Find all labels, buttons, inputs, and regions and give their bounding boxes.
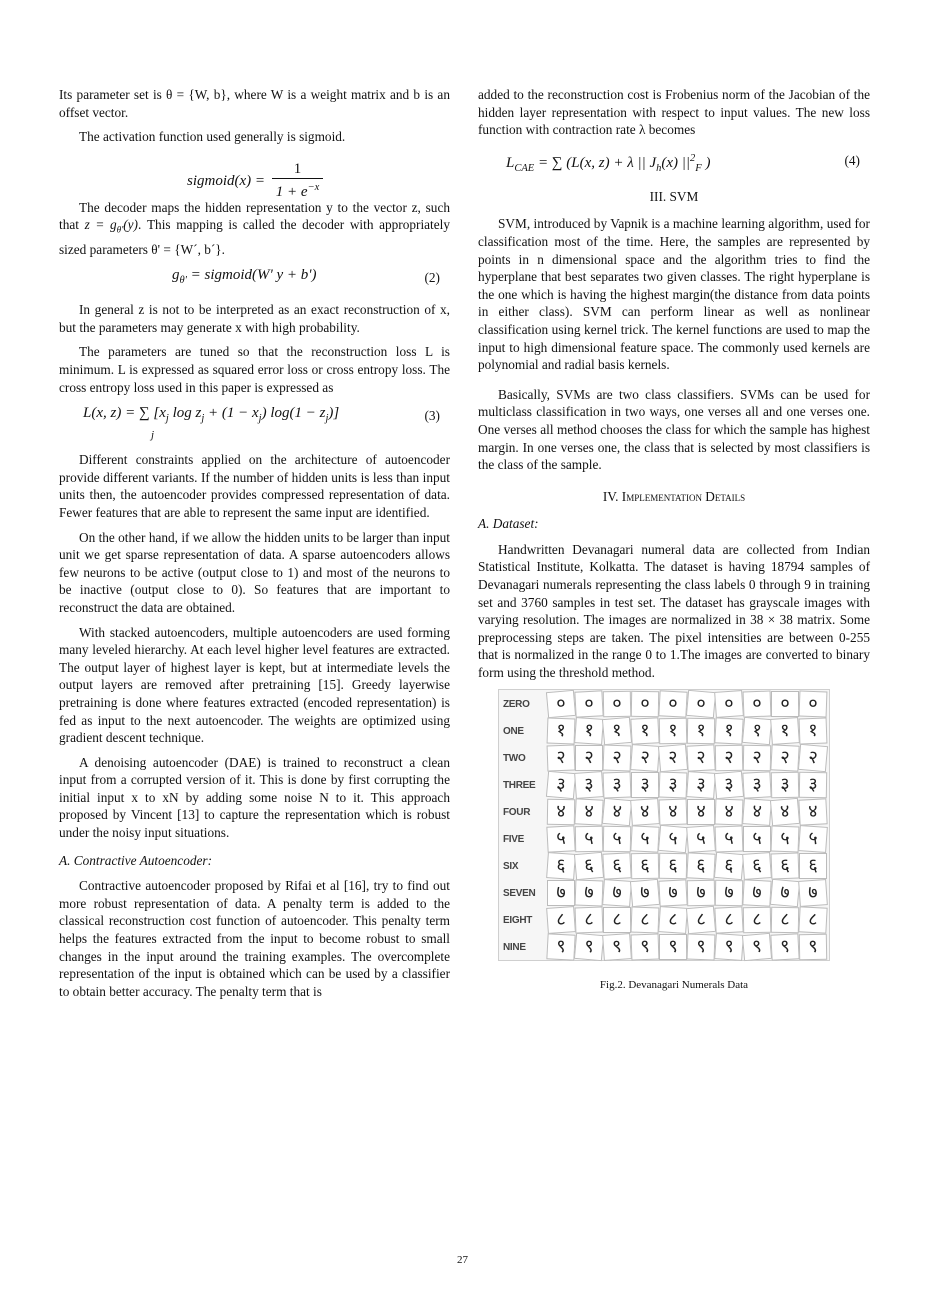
numeral-sample: २ — [630, 744, 660, 772]
figure-row — [499, 798, 829, 825]
numeral-sample: ८ — [658, 906, 688, 934]
numeral-sample: १ — [630, 717, 659, 744]
numeral-sample: ० — [771, 691, 799, 717]
numeral-sample: ६ — [574, 851, 604, 879]
numeral-sample: १ — [659, 717, 687, 743]
numeral-sample: २ — [575, 745, 603, 771]
numeral-sample: ७ — [547, 880, 575, 906]
numeral-sample: ५ — [743, 826, 771, 852]
numeral-sample: १ — [742, 716, 772, 744]
numeral-sample: ९ — [687, 933, 716, 960]
numeral-sample: ५ — [771, 825, 800, 852]
numeral-sample: ३ — [799, 771, 827, 797]
figure-row-label: ZERO — [503, 698, 530, 710]
numeral-sample: ६ — [742, 852, 772, 880]
numeral-sample: ६ — [659, 852, 687, 878]
figure-row — [499, 690, 829, 717]
numeral-sample: ५ — [715, 825, 744, 852]
numeral-sample: ८ — [686, 905, 716, 933]
numeral-sample: २ — [658, 743, 688, 771]
numeral-sample: ९ — [770, 933, 799, 960]
paragraph: On the other hand, if we allow the hidden units to be larger than input unit we get sparse representation of data. A sparse autoencoders allows few neurons to be active (output close to 1) and most of the neurons to be inactive (output close to 0). So features that are important to reconstruct the data are obtained. — [59, 529, 450, 615]
numeral-sample: ७ — [658, 879, 687, 906]
numeral-sample: ४ — [630, 798, 660, 826]
numeral-sample: ४ — [715, 798, 744, 825]
numeral-sample: ८ — [603, 907, 631, 933]
numeral-sample: ४ — [547, 798, 575, 824]
numeral-sample: ६ — [631, 852, 659, 878]
numeral-sample: ७ — [742, 879, 771, 906]
numeral-sample: ३ — [742, 771, 771, 798]
numeral-sample: ४ — [770, 797, 800, 825]
section-heading-implementation: IV. Implementation Details — [602, 488, 746, 504]
numeral-sample: ५ — [686, 825, 716, 853]
numeral-sample: १ — [547, 717, 576, 744]
figure-row — [499, 852, 829, 879]
numeral-sample: ७ — [715, 879, 743, 905]
paragraph: The activation function used generally is sigmoid. — [79, 129, 346, 145]
numeral-sample: ९ — [659, 934, 687, 960]
numeral-sample: ८ — [743, 906, 771, 932]
numeral-sample: ९ — [714, 933, 744, 961]
figure-row-label: SEVEN — [503, 887, 536, 899]
numeral-sample: ३ — [603, 771, 632, 798]
numeral-sample: ४ — [602, 797, 632, 825]
numeral-sample: ५ — [603, 825, 631, 851]
numeral-sample: ५ — [630, 825, 659, 852]
numeral-sample: ५ — [658, 824, 688, 852]
numeral-sample: ९ — [602, 933, 632, 961]
numeral-sample: १ — [574, 717, 604, 745]
paragraph: Basically, SVMs are two class classifiers. SVMs can be used for multiclass classification in two ways, one verses all and one verses one. One verses all method chooses the class for which the sample has highest margin. In one verses one, the class that is selected by most classifiers is the class of the sample. — [478, 386, 870, 473]
numeral-sample: ७ — [630, 878, 660, 906]
paragraph: added to the reconstruction cost is Frobenius norm of the Jacobian of the hidden layer representation with respect to input values. The new loss function with contraction rate λ becomes — [478, 87, 870, 138]
numeral-sample: ० — [574, 690, 603, 717]
numeral-sample: २ — [547, 744, 576, 771]
numeral-sample: ६ — [799, 853, 827, 879]
figure-row-label: NINE — [503, 941, 526, 953]
numeral-sample: २ — [770, 744, 799, 771]
numeral-sample: ६ — [771, 852, 800, 879]
paragraph: Contractive autoencoder proposed by Rifai et al [16], try to find out more robust representation of data. A penalty term is added to the classical reconstruction cost function of autoencoder. This penalty term helps the features extracted from the input to become robust to small changes in the input around the training examples. The overcomplete representation of the input is obtained which can be used by a classifier to obtain better accuracy. The penalty term that is — [59, 878, 450, 999]
numeral-sample: ९ — [546, 933, 575, 960]
figure-row — [499, 744, 829, 771]
numeral-sample: ४ — [798, 798, 827, 825]
numeral-sample: १ — [770, 717, 800, 745]
figure-row-label: ONE — [503, 725, 524, 737]
figure-row — [499, 879, 829, 906]
numeral-sample: ८ — [798, 906, 827, 933]
numeral-sample: ९ — [742, 932, 772, 960]
paragraph: In general z is not to be interpreted as an exact reconstruction of x, but the parameters may generate x with high probability. — [59, 302, 450, 335]
numeral-sample: ३ — [659, 771, 688, 798]
numeral-sample: ७ — [602, 879, 632, 907]
numeral-sample: ७ — [687, 879, 715, 905]
paragraph: The decoder maps the hidden representation y to the vector z, such that $z = g_{\theta'}(y)$. This mapping is called the decoder with appropriately sized parameters θ' = {W´, b´}. — [59, 199, 450, 257]
numeral-sample: ४ — [659, 798, 688, 825]
figure-row — [499, 771, 829, 798]
page-number: 27 — [457, 1254, 468, 1266]
numeral-sample: १ — [602, 716, 632, 744]
numeral-sample: ५ — [546, 825, 575, 852]
figure-row — [499, 933, 829, 960]
numeral-sample: ० — [799, 690, 828, 717]
numeral-sample: २ — [686, 744, 715, 771]
numeral-sample: ८ — [631, 906, 660, 933]
numeral-sample: ४ — [742, 798, 772, 826]
numeral-sample: १ — [714, 717, 743, 744]
numeral-sample: ६ — [686, 852, 715, 879]
numeral-sample: २ — [798, 743, 828, 771]
numeral-sample: २ — [715, 744, 743, 770]
paragraph: SVM, introduced by Vapnik is a machine learning algorithm, used for classification most of the time. Here, the samples are represented by points in n dimensional space and the algorithm tries to find the hyperplane that best separates two given classes. The right hyperplane is the one which is having the highest margin(the distance from data points in either class). SVM can perform linear as well as nonlinear classification using kernel trick. The kernel functions are used to map the input to high dimensional feature space. The commonly used kernels are polynomial and radial basis kernels. — [478, 216, 870, 373]
numeral-sample: ५ — [575, 825, 603, 851]
numeral-sample: ३ — [714, 770, 744, 798]
numeral-sample: ० — [714, 690, 744, 718]
numeral-sample: ० — [686, 689, 716, 717]
numeral-sample: ९ — [631, 933, 660, 960]
equation-2: $g_{\theta'}$ = sigmoid(W' y + b') (2) — [172, 267, 440, 287]
numeral-sample: ७ — [770, 878, 800, 906]
numeral-sample: ४ — [687, 799, 715, 825]
numeral-sample: ७ — [575, 879, 604, 906]
numeral-sample: ० — [658, 690, 687, 717]
numeral-sample: ० — [603, 690, 631, 716]
numeral-sample: १ — [799, 717, 828, 744]
numeral-sample: ५ — [798, 825, 828, 853]
section-heading-svm: III. SVM — [649, 188, 699, 204]
figure-row-label: TWO — [503, 752, 526, 764]
figure-row-label: FOUR — [503, 806, 531, 818]
numeral-sample: ९ — [799, 933, 827, 959]
numeral-sample: ६ — [602, 852, 631, 879]
numeral-sample: १ — [687, 717, 715, 743]
numeral-sample: ८ — [771, 906, 799, 932]
equation-3: L(x, z) = ∑ [$x_j$ $\log z_j + (1 - x_j) \log(1 - z_j)$] j (3) — [83, 405, 440, 442]
numeral-sample: ९ — [574, 932, 604, 960]
numeral-sample: ३ — [771, 771, 799, 797]
paragraph: Its parameter set is θ = {W, b}, where W is a weight matrix and b is an offset vector. — [59, 87, 450, 120]
numeral-sample: ३ — [631, 772, 659, 798]
numeral-sample: ० — [743, 690, 772, 717]
numeral-sample: ६ — [714, 851, 744, 879]
numeral-sample: ३ — [574, 771, 604, 799]
numeral-sample: ० — [546, 689, 576, 717]
figure-row — [499, 825, 829, 852]
numeral-sample: २ — [603, 744, 632, 771]
paragraph: Handwritten Devanagari numeral data are collected from Indian Statistical Institute, Kolkatta. The dataset is having 18794 samples of Devanagari numerals representing the class labels 0 through 9 in training set and 3760 samples in test set. The dataset has grayscale images with varying resolution. The images are normalized in 38 × 38 matrix. Some preprocessing steps are taken. The pixel intensities are between 0-255 that is normalized in the range 0 to 1.The images are converted to binary form using the threshold method. — [478, 541, 870, 681]
left-column — [59, 86, 450, 1007]
equation-4: $L_{CAE}$ = ∑ (L(x, z) + λ || $J_h(x)$ $||^2_F$ ) (4) — [506, 152, 860, 174]
numeral-sample: ८ — [546, 906, 576, 934]
figure-row-label: EIGHT — [503, 914, 533, 926]
paragraph: A denoising autoencoder (DAE) is trained to reconstruct a clean input from a corrupted version of it. This is done by first corrupting the initial input x to xN by adding some noise N to it. This approach proposed by Vincent [13] to capture the representation which is robust under the noisy input situations. — [59, 754, 450, 841]
numeral-sample: ७ — [798, 879, 828, 907]
right-column — [478, 86, 870, 994]
devanagari-numerals-figure — [498, 689, 830, 961]
figure-row — [499, 717, 829, 744]
figure-row-label: FIVE — [503, 833, 525, 845]
numeral-sample: ० — [631, 690, 659, 716]
equation-1: sigmoid(x) = $\frac{1}{1 + e^{-x}}$ — [59, 153, 450, 193]
numeral-sample: २ — [743, 744, 771, 770]
numeral-sample: ८ — [575, 906, 604, 933]
paragraph: The parameters are tuned so that the reconstruction loss L is minimum. L is expressed as squared error loss or cross entropy loss. The cross entropy loss used in this paper is expressed as — [59, 344, 450, 395]
numeral-sample: ६ — [546, 852, 576, 880]
figure-row — [499, 906, 829, 933]
paragraph: Different constraints applied on the architecture of autoencoder provide different variants. If the number of hidden units is less than input units then, the autoencoder provides compressed representation of data. Fewer features that are able to represent the same input are identified. — [59, 452, 450, 520]
figure-row-label: THREE — [503, 779, 536, 791]
paragraph: With stacked autoencoders, multiple autoencoders are used forming many leveled hierarchy. At each level higher level features are extracted. The output layer of highest layer is kept, but at intermediate levels the output layers are removed after pretraining [15]. Greedy layerwise pretraining is done where features extracted (encoded representation) is fed as input to the next autoencoder. The weights are optimized using gradient descent technique. — [59, 624, 450, 746]
numeral-sample: ३ — [686, 771, 716, 799]
numeral-sample: ४ — [574, 798, 603, 825]
numeral-sample: ८ — [714, 906, 743, 933]
subsection-heading: A. Dataset: — [478, 516, 539, 532]
numeral-sample: ३ — [546, 770, 576, 798]
figure-caption: Fig.2. Devanagari Numerals Data — [599, 978, 749, 991]
figure-row-label: SIX — [503, 860, 519, 872]
subsection-heading: A. Contractive Autoencoder: — [59, 852, 212, 868]
